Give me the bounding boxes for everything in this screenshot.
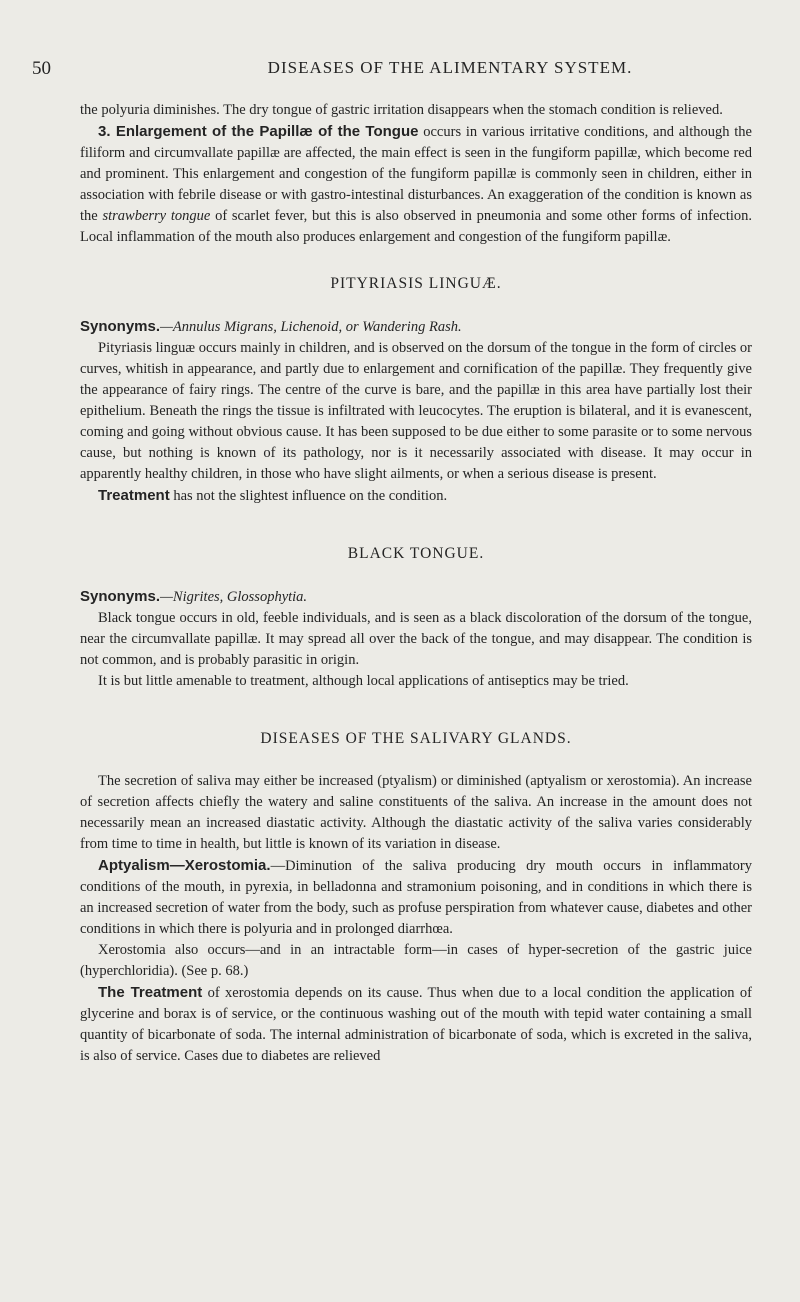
black-tongue-section-title: BLACK TONGUE. — [347, 545, 485, 562]
xerostomia-treatment-text: of xerostomia depends on its cause. Thus when due to a local condition the application of glycerine and borax is of service, or the continuous washing out of the mouth with tepid water containing a small quantity of bicarbonate of soda. The internal administration of bicarbonate of soda, which is excreted in the saliva, is also of service. Cases due to diabetes are relieved — [80, 985, 752, 1064]
strawberry-tongue-term: strawberry tongue — [102, 208, 211, 224]
pityriasis-section-title: PITYRIASIS LINGUÆ. — [330, 275, 502, 292]
papillae-heading: 3. Enlargement of the Papillæ of the Tongue — [98, 123, 419, 140]
pityriasis-description: Pityriasis linguæ occurs mainly in children, and is observed on the dorsum of the tongue in the form of circles or curves, whitish in appearance, and partly due to enlargement and cornification of the papillæ. They frequently give the appearance of fairy rings. The centre of the curve is bare, and the papillæ in this area have partially lost their epithelium. Beneath the rings the tissue is infiltrated with leucocytes. The eruption is bilateral, and it is evanescent, coming and going without obvious cause. It has been supposed to be due either to some parasite or to some nervous cause, but nothing is known of its pathology, nor is it necessarily associated with disease. It may occur in apparently healthy children, in those who have slight ailments, or when a serious disease is present. — [80, 340, 752, 482]
salivary-section-title: DISEASES OF THE SALIVARY GLANDS. — [260, 730, 572, 747]
xerostomia-treatment — [80, 982, 752, 1067]
synonyms-label: Synonyms. — [80, 318, 161, 335]
papillae-text-1: occurs in various irritative conditions, and although the filiform and circumvallate papillæ are affected, the main effect is seen in the fungiform papillæ, which become red and prominent. This enlargement and congestion of the fungiform papillæ is commonly seen in children, either in association with febrile disease or with gastro-intestinal disturbances. An exaggeration of the condition is known as the — [80, 124, 752, 224]
treatment-label: The Treatment — [98, 984, 203, 1001]
pityriasis-synonyms-text: —Annulus Migrans, Lichenoid, or Wandering Rash. — [160, 319, 462, 335]
aptyalism-paragraph — [80, 855, 752, 940]
aptyalism-text: —Diminution of the saliva producing dry mouth occurs in inflammatory conditions of the mouth, in pyrexia, in belladonna and stramonium poisoning, and in conditions in which there is an increased secretion of water from the body, such as profuse perspiration from whatever cause, diabetes and other conditions in which there is polyuria and in prolonged diarrhœa. — [80, 858, 752, 937]
black-tongue-description: Black tongue occurs in old, feeble individuals, and is seen as a black discoloration of the dorsum of the tongue, near the circumvallate papillæ. It may spread all over the back of the tongue, and may disappear. The condition is not common, and is probably parasitic in origin. — [80, 610, 752, 668]
salivary-intro: The secretion of saliva may either be increased (ptyalism) or diminished (aptyalism or xerostomia). An increase of secretion affects chiefly the watery and saline constituents of the saliva. An increase in the amount does not necessarily mean an increased diastatic activity. Although the diastatic activity of the saliva varies considerably from time to time in health, but little is known of its variation in disease. — [80, 773, 752, 852]
black-tongue-synonyms — [80, 586, 752, 608]
papillae-text-2: of scarlet fever, but this is also observed in pneumonia and some other forms of infection. Local inflammation of the mouth also produces enlargement and congestion of the fungiform papillæ. — [80, 208, 752, 245]
pityriasis-treatment — [80, 485, 752, 507]
treatment-label: Treatment — [98, 487, 170, 504]
pityriasis-synonyms — [80, 316, 752, 338]
black-tongue-treatment: It is but little amenable to treatment, although local applications of antiseptics may be tried. — [98, 673, 629, 689]
page-header — [20, 58, 780, 82]
continuation-paragraph: the polyuria diminishes. The dry tongue of gastric irritation disappears when the stomach condition is relieved. — [80, 102, 723, 118]
synonyms-label: Synonyms. — [80, 588, 161, 605]
page-number: 50 — [32, 58, 51, 79]
black-tongue-synonyms-text: —Nigrites, Glossophytia. — [160, 589, 308, 605]
pityriasis-treatment-text: has not the slightest influence on the condition. — [169, 488, 448, 504]
running-title: DISEASES OF THE ALIMENTARY SYSTEM. — [267, 58, 633, 77]
papillae-paragraph — [80, 121, 752, 248]
aptyalism-heading: Aptyalism—Xerostomia. — [98, 857, 271, 874]
page-body — [80, 100, 752, 1067]
xerostomia-paragraph: Xerostomia also occurs—and in an intractable form—in cases of hyper-secretion of the gastric juice (hyperchloridia). (See p. 68.) — [80, 942, 752, 979]
